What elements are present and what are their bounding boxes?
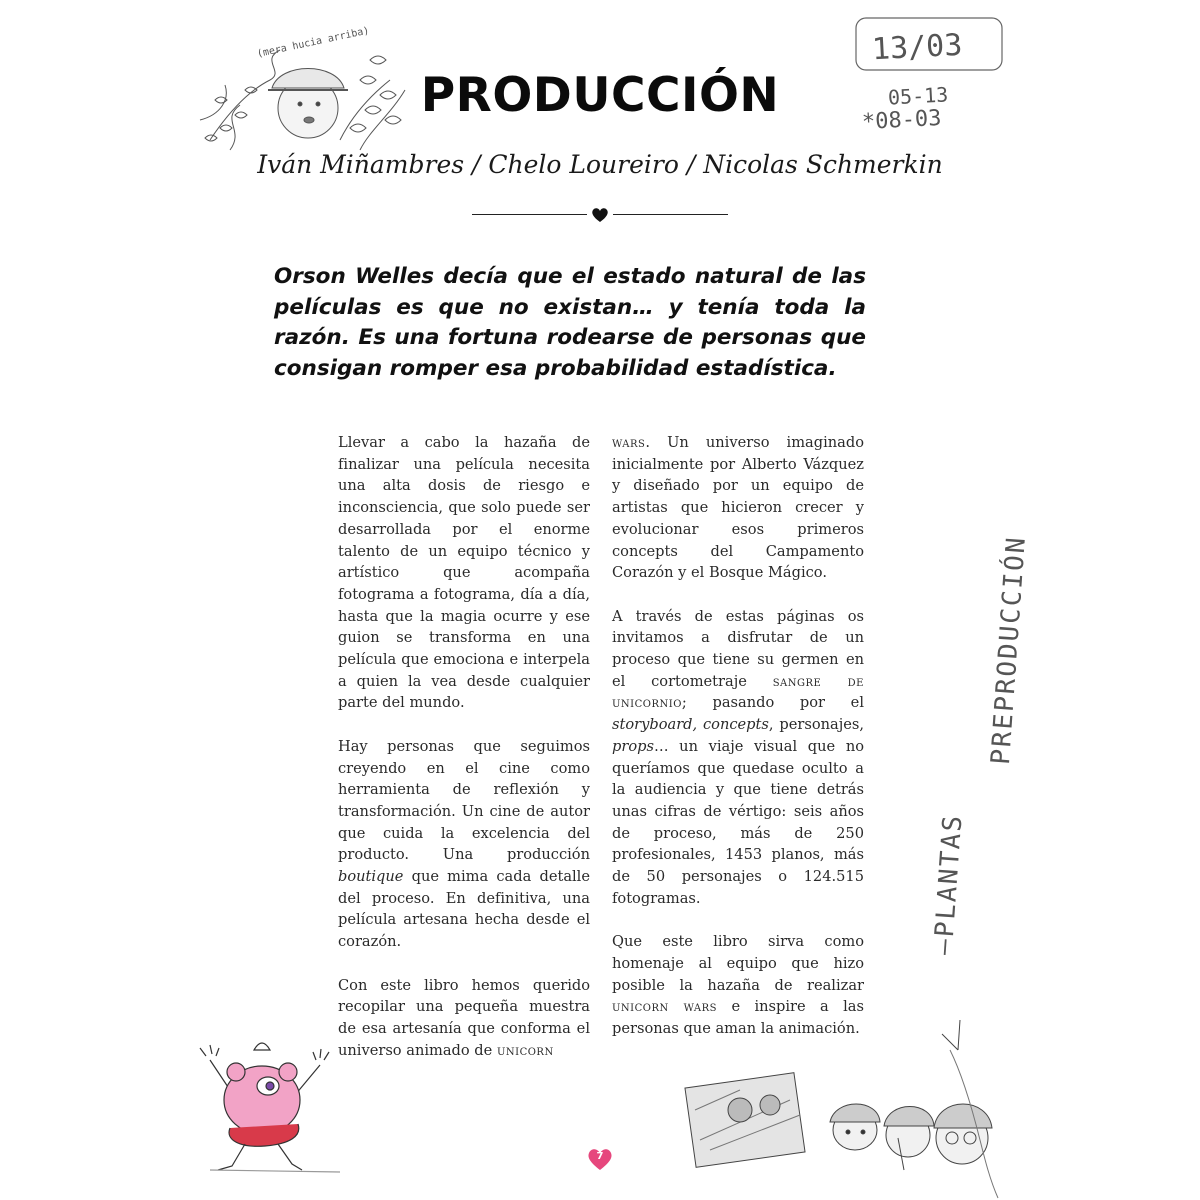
date-note-1: 05-13 (887, 82, 949, 110)
col2-p2-smallcaps: sangre de unicornio (612, 672, 864, 712)
heart-icon (590, 205, 610, 225)
col2-paragraph-2 (612, 606, 864, 910)
col1-p3-text-a: Con este libro hemos querido recopilar una pequeña muestra de esa artesanía que conforma el universo animado de (338, 976, 590, 1059)
page-number-badge (586, 1146, 614, 1172)
col2-paragraph-1 (612, 432, 864, 584)
pink-bear-illustration (170, 1020, 350, 1180)
col1-paragraph-3 (338, 975, 590, 1062)
col1-paragraph-2 (338, 736, 590, 953)
col1-p2-emphasis: boutique (338, 868, 404, 886)
col2-p1-smallcaps: wars (612, 434, 646, 451)
col1-p2-text-b: que mima cada detalle del proceso. En definitiva, una película artesana hecha desde el corazón. (338, 868, 590, 951)
col2-p2-text-b: ; pasando por el (681, 694, 864, 712)
authors-line: Iván Miñambres / Chelo Loureiro / Nicolas Schmerkin (257, 150, 943, 179)
date-note-2: *08-03 (861, 105, 943, 136)
margin-note-preproduccion: PREPRODUCCIÓN (985, 534, 1032, 766)
heart-divider (470, 205, 730, 225)
col2-p2-text-a: A través de estas páginas os invitamos a disfrutar de un proceso que tiene su germen en el cortometraje (612, 607, 864, 690)
page-title: PRODUCCIÓN (420, 68, 780, 123)
col1-p3-smallcaps: unicorn (496, 1041, 554, 1059)
col1-p2-text-a: Hay personas que seguimos creyendo en el cine como herramienta de reflexión y transformación. Un cine de autor que cuida la excelencia del producto. Una producción (338, 737, 590, 864)
col2-p3-text-a: Que este libro sirva como homenaje al equipo que hizo posible la hazaña de realizar (612, 933, 864, 994)
col2-p2-emphasis-2: props (612, 737, 654, 755)
col2-p3-smallcaps: unicorn wars (612, 998, 718, 1016)
col2-p1-text: . Un universo imaginado inicialmente por Alberto Vázquez y diseñado por un equipo de artistas que hicieron crecer y evolucionar esos primeros concepts del Campamento Corazón y el Bosque Mágico. (612, 434, 864, 582)
divider-line-right (613, 214, 728, 215)
col2-p2-emphasis-1: storyboard, concepts (612, 716, 769, 734)
col2-p2-text-c: , personajes, (768, 716, 864, 734)
col2-p3-text-b: e inspire a las personas que aman la animación. (612, 998, 865, 1037)
divider-line-left (472, 214, 587, 215)
col1-paragraph-1: Llevar a cabo la hazaña de finalizar una película necesita una alta dosis de riesgo e inconsciencia, que solo puede ser desarrollada por el enorme talento de un equipo técnico y artístico que acompaña fotograma a fotograma, día a día, hasta que la magia ocurre y ese guion se transforma en una película que emociona e interpela a quien la vea desde cualquier parte del mundo. (338, 434, 590, 712)
margin-note-plantas: —PLANTAS (928, 812, 969, 956)
body-column-1 (338, 432, 590, 1083)
date-note-main: 13/03 (871, 27, 964, 68)
soldiers-sketch (680, 1010, 1000, 1200)
sketch-caption: (mera hucia arriba) (256, 25, 371, 60)
lead-paragraph: Orson Welles decía que el estado natural de las películas es que no existan… y tenía toda la razón. Es una fortuna rodearse de personas que consigan romper esa probabilidad estadística. (274, 264, 866, 381)
body-column-2 (612, 432, 864, 1061)
col2-p2-text-d: … un viaje visual que no queríamos que quedase oculto a la audiencia y que tiene detrás unas cifras de vértigo: seis años de proceso, más de 250 profesionales, 1453 planos, más de 50 personajes o 124.515 fotogramas. (612, 737, 864, 907)
page-number: 7 (596, 1151, 604, 1162)
